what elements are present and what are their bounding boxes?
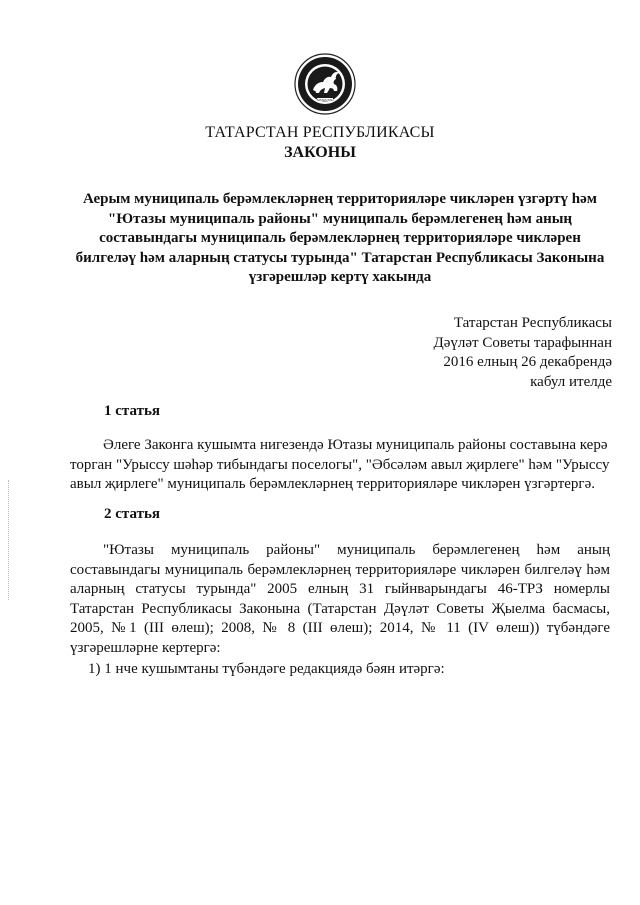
article-1-text bbox=[70, 436, 610, 495]
adoption-line: кабул ителде bbox=[530, 373, 612, 390]
paragraph-line: авыл җирлеге" муниципаль берәмлекләрнең территорияләре чикләрен үзгәртергә. bbox=[70, 476, 595, 492]
republic-heading: ТАТАРСТАН РЕСПУБЛИКАСЫ bbox=[205, 124, 435, 141]
paragraph-line: 2005, №1 (III өлеш); 2008, № 8 (III өлеш); 2014, № 11 (IV өлеш)) түбәндәге bbox=[70, 620, 610, 636]
law-heading: ЗАКОНЫ bbox=[284, 144, 356, 161]
paragraph-line: аларның статусы турында" 2005 елның 31 гыйнварындагы 46-ТРЗ номерлы bbox=[70, 581, 610, 597]
list-item-1: 1) 1 нче кушымтаны түбәндәге редакциядә бәян итәргә: bbox=[88, 661, 445, 677]
paragraph-line: составындагы муниципаль берәмлекләрнең территорияләре чикләрен билгеләү һәм bbox=[70, 561, 610, 578]
scan-margin-mark bbox=[8, 480, 10, 600]
adoption-line: Дәүләт Советы тарафыннан bbox=[433, 334, 612, 351]
title-line: "Ютазы муниципаль районы" муниципаль берәмлегенең һәм аның bbox=[107, 210, 573, 227]
svg-text:TATAPCTAH: TATAPCTAH bbox=[316, 98, 334, 102]
paragraph-line: Әлеге Законга кушымта нигезендә Ютазы муниципаль районы составына керә bbox=[103, 437, 608, 453]
law-title bbox=[70, 190, 610, 288]
article-1-heading: 1 статья bbox=[104, 403, 160, 419]
title-line: билгеләү һәм аларның статусы турында" Татарстан Республикасы Законына bbox=[75, 249, 605, 266]
paragraph-line: торган "Урыссу шәһәр тибындагы поселогы", "Әбсәләм авыл җирлеге" һәм "Урыссу bbox=[70, 456, 610, 473]
title-line: составындагы муниципаль берәмлекләрнең территорияләре чикләрен bbox=[99, 230, 581, 246]
title-line: Аерым муниципаль берәмлекләрнең территорияләре чикләрен үзгәртү һәм bbox=[83, 191, 597, 207]
paragraph-line: Татарстан Республикасы Законына (Татарстан Дәүләт Советы Җыелма басмасы, bbox=[70, 600, 610, 617]
adoption-line: 2016 елның 26 декабрендә bbox=[443, 354, 612, 370]
paragraph-line: үзгәрешләрне кертергә: bbox=[70, 639, 221, 656]
adoption-line: Татарстан Республикасы bbox=[453, 315, 612, 331]
article-2-text bbox=[70, 541, 610, 658]
article-2-heading: 2 статья bbox=[104, 506, 160, 522]
coat-of-arms-icon bbox=[293, 52, 357, 116]
adoption-block bbox=[380, 314, 612, 392]
title-line: үзгәрешләр кертү хакында bbox=[248, 269, 432, 285]
paragraph-line: "Ютазы муниципаль районы" муниципаль берәмлегенең һәм аның bbox=[103, 542, 610, 558]
